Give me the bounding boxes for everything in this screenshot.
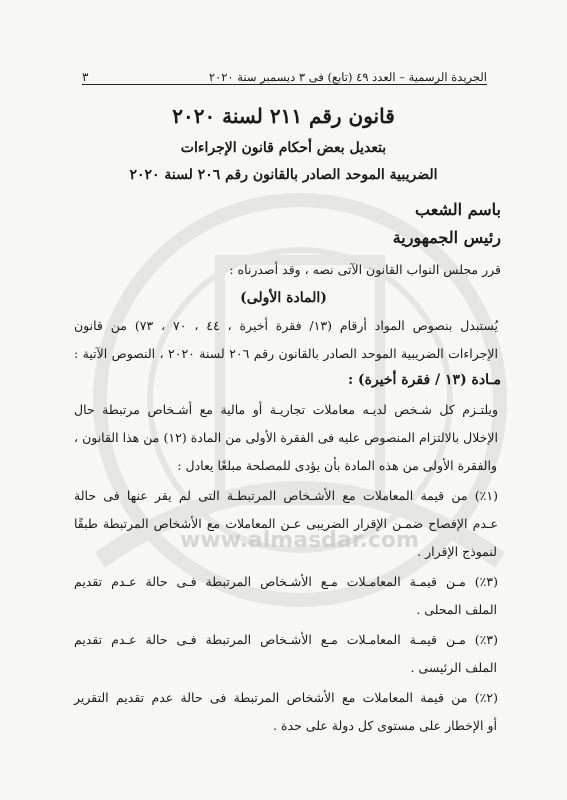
item-4-last: أو الإخطار على مستوى كل دولة على حدة . <box>273 718 497 733</box>
header-text: الجريدة الرسمية – العدد ٤٩ (تابع) فى ٣ ديسمبر سنة ٢٠٢٠ <box>208 70 487 84</box>
item-1-last: لنموذج الإقرار . <box>417 544 497 559</box>
item-1-line-2: عـدم الإفصاح ضمـن الإقرار الضريبى عـن المعاملات مع الأشخاص المرتبطة طبقًا <box>74 516 498 531</box>
item-2-last: الملف المحلى . <box>416 602 497 617</box>
item-1-line-1: (١٪) من قيمة المعاملات مع الأشـخاص المرتبطـة التى لم يقر عنها فى حالة <box>74 488 498 503</box>
in-the-name-of-the-people: باسم الشعب <box>415 200 501 219</box>
article-1-line-2: الإجراءات الضريبية الموحد الصادر بالقانون رقم ٢٠٦ لسنة ٢٠٢٠ ، النصوص الآتية : <box>74 346 498 361</box>
item-3-last: الملف الرئيسى . <box>410 660 497 675</box>
article-13-heading: مـادة (١٣ / فقرة أخيرة) : <box>347 372 501 388</box>
item-2-line-1: (٣٪) مـن قيمـة المعامـلات مـع الأشـخاص المرتبطة فـى حالة عـدم تقديم <box>74 574 498 589</box>
article-13-line-2: الإخلال بالالتزام المنصوص عليه فى الفقرة الأولى من المادة (١٢) من هذا القانون ، <box>74 430 499 445</box>
page-number: ٣ <box>82 70 89 84</box>
article-1-line-1: يُستبدل بنصوص المواد أرقام (١٣/ فقرة أخيرة ، ٤٤ ، ٧٠ ، ٧٣) من قانون <box>74 318 499 333</box>
president-heading: رئيس الجمهورية <box>392 228 501 247</box>
law-title: قانون رقم ٢١١ لسنة ٢٠٢٠ <box>172 104 395 128</box>
article-13-line-1: ويلتـزم كل شـخص لديـه معاملات تجاريـة أو مالية مع أشـخاص مرتبطة حال <box>74 402 498 417</box>
item-3-line-1: (٣٪) مـن قيمـة المعامـلات مـع الأشـخاص المرتبطة فـى حالة عـدم تقديم <box>74 632 498 647</box>
item-4-line-1: (٢٪) من قيمة المعاملات مع الأشخاص المرتبطة فى حالة عدم تقديم التقرير <box>74 690 498 705</box>
article-1-heading: (المادة الأولى) <box>240 290 327 306</box>
preamble: قرر مجلس النواب القانون الآتى نصه ، وقد أصدرناه : <box>229 262 501 277</box>
law-subtitle-1: بتعديل بعض أحكام قانون الإجراءات <box>180 140 387 156</box>
watermark-url: www.almasdar.com <box>180 528 419 553</box>
page-header <box>82 62 487 85</box>
article-13-line-3: والفقرة الأولى من هذه المادة بأن يؤدى للمصلحة مبلغًا يعادل : <box>177 458 497 473</box>
law-subtitle-2: الضريبية الموحد الصادر بالقانون رقم ٢٠٦ لسنة ٢٠٢٠ <box>129 167 438 183</box>
